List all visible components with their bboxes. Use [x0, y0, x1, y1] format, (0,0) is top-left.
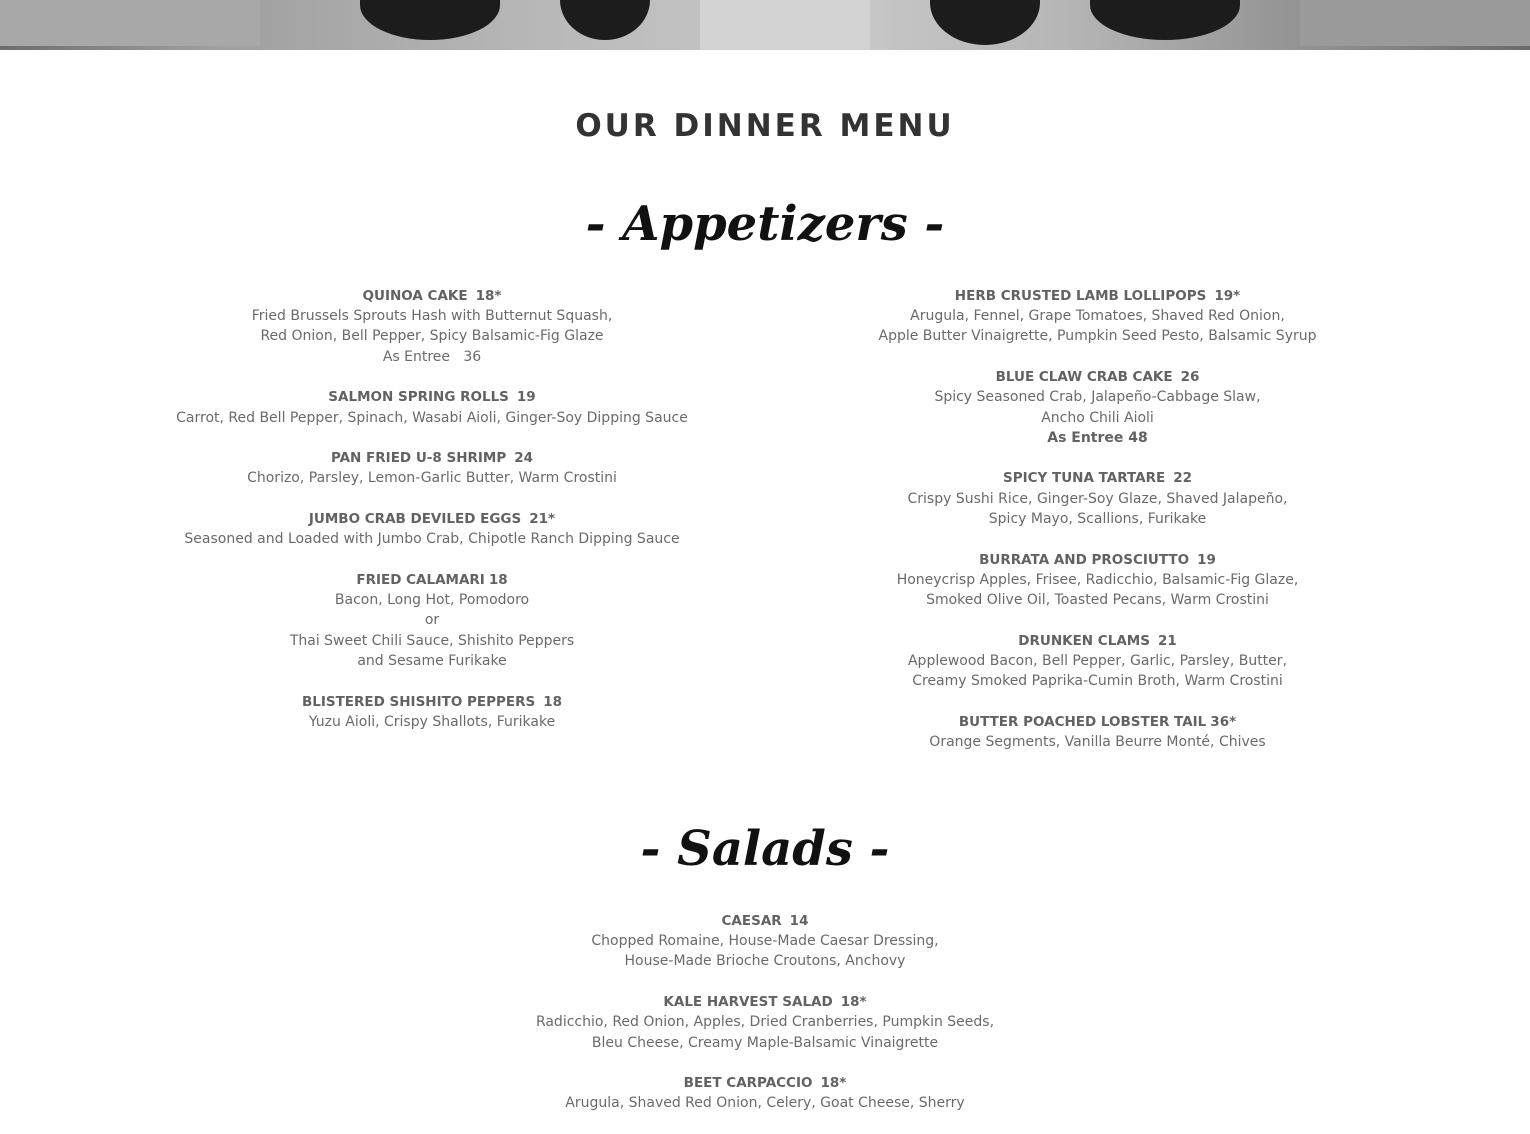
appetizers-left-column [160, 286, 704, 752]
menu-item-description: Chopped Romaine, House-Made Caesar Dressing, [591, 933, 939, 950]
menu-item-description: Seasoned and Loaded with Jumbo Crab, Chipotle Ranch Dipping Sauce [184, 531, 680, 548]
section-heading-salads: - Salads - [640, 821, 890, 877]
menu-item-name: PAN FRIED U-8 SHRIMP 24 [330, 450, 534, 467]
menu-item-description: Carrot, Red Bell Pepper, Spinach, Wasabi Aioli, Ginger-Soy Dipping Sauce [176, 409, 688, 426]
menu-item-entree-price: As Entree 36 [382, 348, 482, 365]
menu-item-price: 22 [1173, 470, 1193, 487]
menu-item-description: Bacon, Long Hot, Pomodoro [334, 592, 530, 609]
menu-item-description: Applewood Bacon, Bell Pepper, Garlic, Parsley, Butter, [907, 652, 1287, 669]
menu-item [465, 992, 1065, 1053]
menu-item-description: Chorizo, Parsley, Lemon-Garlic Butter, Warm Crostini [247, 470, 617, 487]
menu-item-description: Spicy Mayo, Scallions, Furikake [988, 510, 1207, 527]
menu-item-name: SPICY TUNA TARTARE 22 [1002, 470, 1193, 487]
menu-item-name: BURRATA AND PROSCIUTTO 19 [979, 551, 1216, 568]
page-title: OUR DINNER MENU [575, 108, 955, 144]
menu-item-description: Spicy Seasoned Crab, Jalapeño-Cabbage Slaw, [934, 389, 1261, 406]
menu-item [160, 570, 704, 671]
menu-item-description: or [424, 612, 440, 629]
menu-item-price: 21 [1157, 632, 1177, 649]
menu-item [465, 1073, 1065, 1113]
menu-item [160, 286, 704, 367]
menu-item-price: 21* [529, 511, 556, 528]
menu-item-name: BLISTERED SHISHITO PEPPERS 18 [301, 693, 563, 710]
menu-item-entree-price: As Entree 48 [1047, 429, 1148, 446]
menu-item-description: Yuzu Aioli, Crispy Shallots, Furikake [308, 713, 556, 730]
menu-item-name: BUTTER POACHED LOBSTER TAIL 36* [958, 713, 1237, 730]
menu-item [830, 468, 1365, 529]
menu-item-price: 19 [516, 389, 536, 406]
menu-item-description: Crispy Sushi Rice, Ginger-Soy Glaze, Shaved Jalapeño, [907, 490, 1288, 507]
menu-item-name: FRIED CALAMARI 18 [356, 572, 508, 589]
menu-item-name: BEET CARPACCIO 18* [683, 1075, 847, 1092]
menu-item [830, 712, 1365, 752]
menu-item-price: 18 [488, 572, 508, 589]
menu-item-description: Arugula, Shaved Red Onion, Celery, Goat Cheese, Sherry [565, 1095, 965, 1112]
menu-item [160, 509, 704, 549]
menu-item-price: 18* [820, 1075, 847, 1092]
menu-item [830, 286, 1365, 347]
menu-item-price: 18* [475, 288, 502, 304]
menu-item-description: Ancho Chili Aioli [1041, 409, 1154, 426]
menu-item-description: Red Onion, Bell Pepper, Spicy Balsamic-Fig Glaze [260, 328, 604, 345]
menu-item [160, 692, 704, 732]
menu-item [830, 550, 1365, 611]
menu-item-description: Honeycrisp Apples, Frisee, Radicchio, Balsamic-Fig Glaze, [896, 571, 1299, 588]
menu-item-name: BLUE CLAW CRAB CAKE 26 [995, 369, 1200, 386]
menu-item-description: Smoked Olive Oil, Toasted Pecans, Warm Crostini [926, 591, 1269, 608]
menu-item-description: Arugula, Fennel, Grape Tomatoes, Shaved Red Onion, [910, 308, 1285, 325]
menu-item-name: SALMON SPRING ROLLS 19 [328, 389, 536, 406]
menu-item-name: HERB CRUSTED LAMB LOLLIPOPS 19* [954, 288, 1241, 304]
menu-item-name: JUMBO CRAB DEVILED EGGS 21* [308, 511, 556, 528]
menu-item-price: 18* [840, 994, 867, 1011]
menu-item-price: 19 [1197, 551, 1216, 568]
section-heading-appetizers: - Appetizers - [585, 196, 945, 252]
menu-item-name: CAESAR 14 [721, 913, 809, 929]
menu-item-description: Creamy Smoked Paprika-Cumin Broth, Warm Crostini [912, 673, 1283, 690]
menu-item-price: 18 [543, 693, 563, 710]
menu-item [830, 631, 1365, 692]
appetizers-right-column [830, 286, 1365, 773]
hero-banner-image [0, 0, 1530, 50]
menu-item-description: Radicchio, Red Onion, Apples, Dried Cranberries, Pumpkin Seeds, [535, 1014, 995, 1031]
menu-item-price: 26 [1180, 369, 1200, 386]
menu-item [160, 387, 704, 427]
menu-item-price: 36* [1210, 713, 1237, 730]
menu-item-description: Fried Brussels Sprouts Hash with Butternut Squash, [251, 308, 613, 325]
menu-item [830, 367, 1365, 448]
menu-item-description: Apple Butter Vinaigrette, Pumpkin Seed Pesto, Balsamic Syrup [878, 328, 1317, 345]
menu-item-price: 24 [514, 450, 534, 467]
menu-item-price: 14 [789, 913, 809, 929]
menu-item-name: DRUNKEN CLAMS 21 [1018, 632, 1177, 649]
menu-item-description: Thai Sweet Chili Sauce, Shishito Peppers [289, 632, 575, 649]
menu-item-description: and Sesame Furikake [357, 652, 507, 669]
menu-item [465, 911, 1065, 972]
menu-item [160, 448, 704, 488]
menu-item-price: 19* [1214, 288, 1241, 304]
salads-column [465, 911, 1065, 1134]
menu-item-description: House-Made Brioche Croutons, Anchovy [624, 953, 906, 970]
menu-item-description: Orange Segments, Vanilla Beurre Monté, Chives [929, 733, 1266, 750]
menu-item-name: KALE HARVEST SALAD 18* [663, 994, 867, 1011]
menu-item-name: QUINOA CAKE 18* [362, 288, 502, 304]
menu-item-description: Bleu Cheese, Creamy Maple-Balsamic Vinaigrette [591, 1034, 939, 1051]
